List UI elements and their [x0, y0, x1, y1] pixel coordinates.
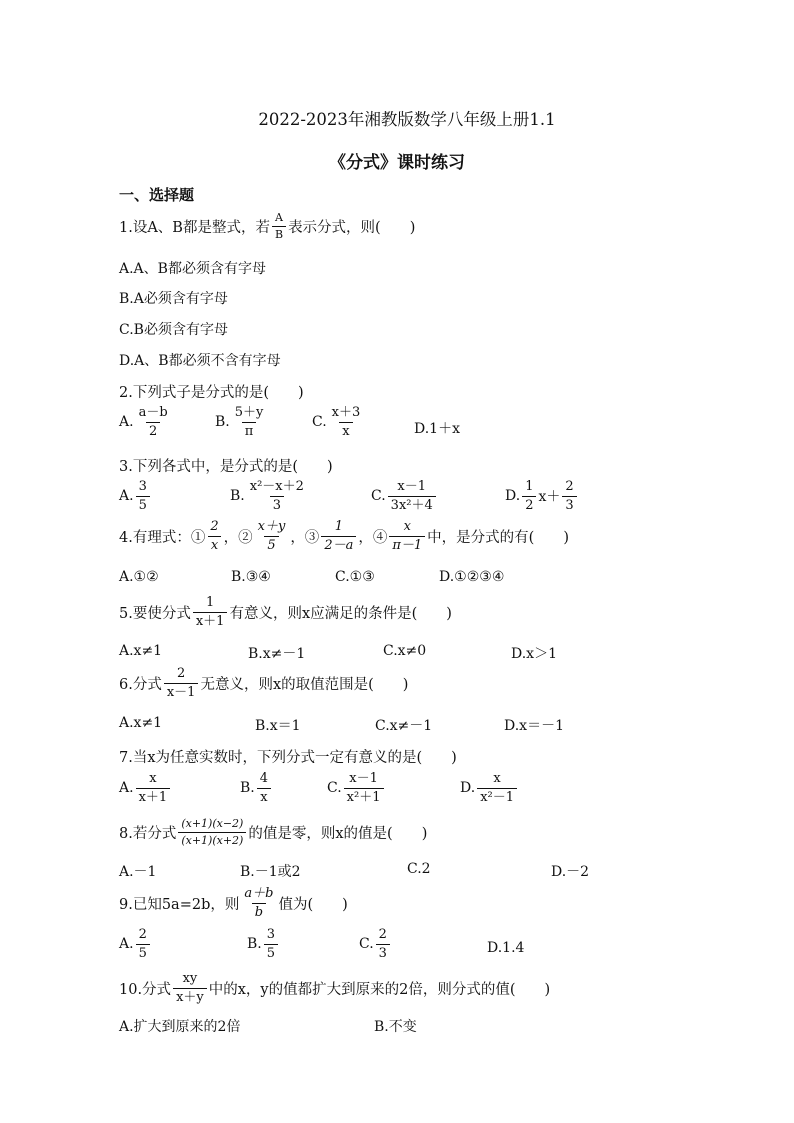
q1-num: A [275, 211, 283, 224]
doc-title: 2022-2023年湘教版数学八年级上册1.1 [258, 110, 556, 129]
q2-b-den: π [242, 422, 257, 439]
q3-c-label: C. [371, 488, 386, 505]
question-6 [119, 667, 408, 699]
q3-a-den: 5 [136, 496, 150, 513]
question-10 [119, 972, 550, 1004]
q9-fraction [241, 887, 276, 919]
q6-den: x－1 [164, 683, 199, 700]
q4-option-a: A.①② [119, 569, 159, 585]
q5-fraction [193, 596, 228, 628]
q8-option-d: D.－2 [551, 864, 590, 880]
q3-d-mid: x＋ [538, 489, 561, 506]
q1-option-d: D.A、B都必须不含有字母 [119, 353, 281, 369]
q7-b-num: 4 [259, 771, 269, 786]
q1-stem-end: 表示分式，则( ) [288, 219, 416, 236]
q9-stem: 9.已知5a=2b，则 [119, 896, 240, 913]
q9-stem-end: 值为( ) [278, 896, 348, 913]
question-2: 2.下列式子是分式的是( ) [119, 385, 304, 401]
q9-b-fraction [264, 928, 278, 960]
q4-fraction-3 [321, 520, 356, 552]
q2-option-c [312, 406, 365, 438]
q3-a-fraction [136, 480, 150, 512]
q6-fraction [164, 667, 199, 699]
section-heading: 一、选择题 [119, 186, 195, 204]
q8-num: (x+1)(x−2) [181, 817, 244, 830]
q9-option-a [119, 928, 152, 960]
q8-option-c: C.2 [407, 861, 431, 877]
q4-num-1: 2 [210, 519, 219, 534]
q5-num: 1 [206, 595, 215, 610]
q7-option-c [327, 772, 386, 804]
q1-option-c: C.B必须含有字母 [119, 322, 228, 338]
q3-d-num-2: 2 [565, 479, 574, 494]
q9-c-num: 2 [378, 927, 387, 942]
doc-subtitle: 《分式》课时练习 [329, 153, 465, 173]
q3-b-fraction [247, 480, 307, 512]
q1-option-b: B.A必须含有字母 [119, 291, 228, 307]
q9-den: b [252, 903, 266, 920]
q8-stem-end: 的值是零，则x的值是( ) [248, 825, 428, 842]
q5-stem: 5.要使分式 [119, 605, 191, 622]
q3-b-num: x²－x＋2 [249, 479, 304, 494]
q7-option-d [460, 772, 519, 804]
q2-b-fraction [232, 406, 267, 438]
q8-option-b: B.－1或2 [240, 864, 301, 880]
q7-option-a [119, 772, 172, 804]
q4-sep-2: ，③ [290, 529, 320, 546]
q4-num-4: x [403, 519, 411, 534]
q10-stem-end: 中的x，y的值都扩大到原来的2倍，则分式的值( ) [208, 981, 551, 998]
q6-option-c: C.x≠－1 [375, 718, 433, 734]
q2-b-label: B. [215, 414, 230, 431]
q5-den: x＋1 [193, 612, 228, 629]
q3-d-den-2: 3 [562, 496, 576, 513]
q1-option-a: A.A、B都必须含有字母 [119, 261, 266, 277]
q3-d-fraction-1 [522, 480, 536, 512]
q7-c-den: x²＋1 [344, 788, 384, 805]
q2-a-den: 2 [146, 422, 160, 439]
q3-d-label: D. [505, 488, 521, 505]
q4-den-2: 5 [264, 536, 278, 553]
q7-b-fraction [257, 772, 271, 804]
q9-b-num: 3 [266, 927, 276, 942]
q3-option-a [119, 480, 152, 512]
q2-c-num: x＋3 [331, 405, 361, 420]
q6-num: 2 [177, 666, 186, 681]
q7-a-den: x＋1 [136, 788, 171, 805]
q7-d-den: x²－1 [477, 788, 517, 805]
question-4 [119, 520, 569, 552]
q9-a-label: A. [119, 936, 134, 953]
q10-num: xy [182, 971, 198, 986]
q2-a-num: a－b [138, 405, 168, 420]
q3-d-fraction-2 [562, 480, 576, 512]
q6-option-d: D.x＝－1 [504, 718, 564, 734]
q9-a-fraction [136, 928, 150, 960]
q10-option-a: A.扩大到原来的2倍 [119, 1019, 241, 1035]
q7-option-b [240, 772, 273, 804]
q9-a-den: 5 [136, 944, 150, 961]
question-5 [119, 596, 452, 628]
q9-option-b [247, 928, 280, 960]
q6-option-a: A.x≠1 [119, 715, 163, 731]
q4-den-1: x [208, 536, 221, 553]
question-7: 7.当x为任意实数时，下列分式一定有意义的是( ) [119, 750, 457, 766]
q9-option-c [359, 928, 392, 960]
q4-option-d: D.①②③④ [439, 569, 505, 585]
q8-stem: 8.若分式 [119, 825, 177, 842]
q3-option-c [371, 480, 438, 512]
q3-c-fraction [388, 480, 436, 512]
q3-d-num-1: 1 [525, 479, 534, 494]
q2-a-fraction [136, 406, 171, 438]
q7-a-num: x [149, 771, 157, 786]
q2-b-num: 5＋y [234, 405, 264, 420]
q4-option-c: C.①③ [335, 569, 375, 585]
q3-option-b [230, 480, 309, 512]
q5-option-a: A.x≠1 [119, 643, 163, 659]
q6-option-b: B.x＝1 [255, 718, 301, 734]
q4-fraction-1 [207, 520, 221, 552]
q6-stem-end: 无意义，则x的取值范围是( ) [200, 676, 409, 693]
question-3: 3.下列各式中，是分式的是( ) [119, 459, 333, 475]
q1-fraction [272, 212, 286, 240]
q4-fraction-2 [255, 520, 289, 552]
q2-a-label: A. [119, 414, 134, 431]
q10-den: x＋y [173, 988, 207, 1005]
q9-option-d: D.1.4 [487, 940, 525, 956]
q9-c-fraction [376, 928, 390, 960]
q9-b-den: 5 [264, 944, 278, 961]
q3-d-den-1: 2 [522, 496, 536, 513]
q10-fraction [173, 972, 207, 1004]
q7-d-label: D. [460, 780, 476, 797]
q3-a-label: A. [119, 488, 134, 505]
q9-c-label: C. [359, 936, 374, 953]
q4-num-3: 1 [334, 519, 343, 534]
q8-option-a: A.－1 [119, 864, 157, 880]
question-9 [119, 887, 348, 919]
q1-stem: 1.设A、B都是整式，若 [119, 219, 270, 236]
q3-b-den: 3 [270, 496, 284, 513]
q6-stem: 6.分式 [119, 676, 162, 693]
q4-den-4: π－1 [389, 536, 425, 553]
question-1 [119, 212, 415, 240]
q7-a-fraction [136, 772, 171, 804]
q7-d-num: x [493, 771, 501, 786]
q7-c-fraction [344, 772, 384, 804]
q4-sep-3: ，④ [358, 529, 388, 546]
q2-option-d: D.1＋x [414, 421, 460, 437]
q4-num-2: x＋y [257, 519, 286, 534]
q9-c-den: 3 [376, 944, 390, 961]
q3-c-den: 3x²＋4 [388, 496, 436, 513]
q7-c-num: x－1 [349, 771, 378, 786]
q4-fraction-4 [389, 520, 425, 552]
q7-a-label: A. [119, 780, 134, 797]
q2-option-b [215, 406, 268, 438]
q3-option-d [505, 480, 579, 512]
q4-stem-end: 中，是分式的有( ) [427, 529, 569, 546]
q9-a-num: 2 [138, 927, 147, 942]
q5-option-c: C.x≠0 [383, 643, 427, 659]
q7-b-den: x [257, 788, 270, 805]
q7-b-label: B. [240, 780, 255, 797]
q4-sep-1: ，② [223, 529, 253, 546]
q2-c-fraction [329, 406, 364, 438]
q8-fraction [178, 818, 246, 846]
q8-den: (x+1)(x+2) [178, 832, 246, 847]
q9-b-label: B. [247, 936, 262, 953]
q3-b-label: B. [230, 488, 245, 505]
q5-stem-end: 有意义，则x应满足的条件是( ) [229, 605, 452, 622]
q2-c-den: x [339, 422, 352, 439]
q3-a-num: 3 [138, 479, 147, 494]
q10-option-b: B.不变 [374, 1019, 417, 1035]
q5-option-d: D.x＞1 [511, 646, 557, 662]
question-8 [119, 818, 427, 846]
q9-num: a＋b [244, 886, 274, 901]
q4-stem: 4.有理式：① [119, 529, 206, 546]
q10-stem: 10.分式 [119, 981, 172, 998]
q4-den-3: 2－a [321, 536, 356, 553]
q1-den: B [272, 226, 286, 241]
q3-c-num: x－1 [397, 479, 427, 494]
q7-d-fraction [477, 772, 517, 804]
q5-option-b: B.x≠－1 [248, 646, 306, 662]
q2-option-a [119, 406, 173, 438]
q2-c-label: C. [312, 414, 327, 431]
q4-option-b: B.③④ [231, 569, 271, 585]
q7-c-label: C. [327, 780, 342, 797]
